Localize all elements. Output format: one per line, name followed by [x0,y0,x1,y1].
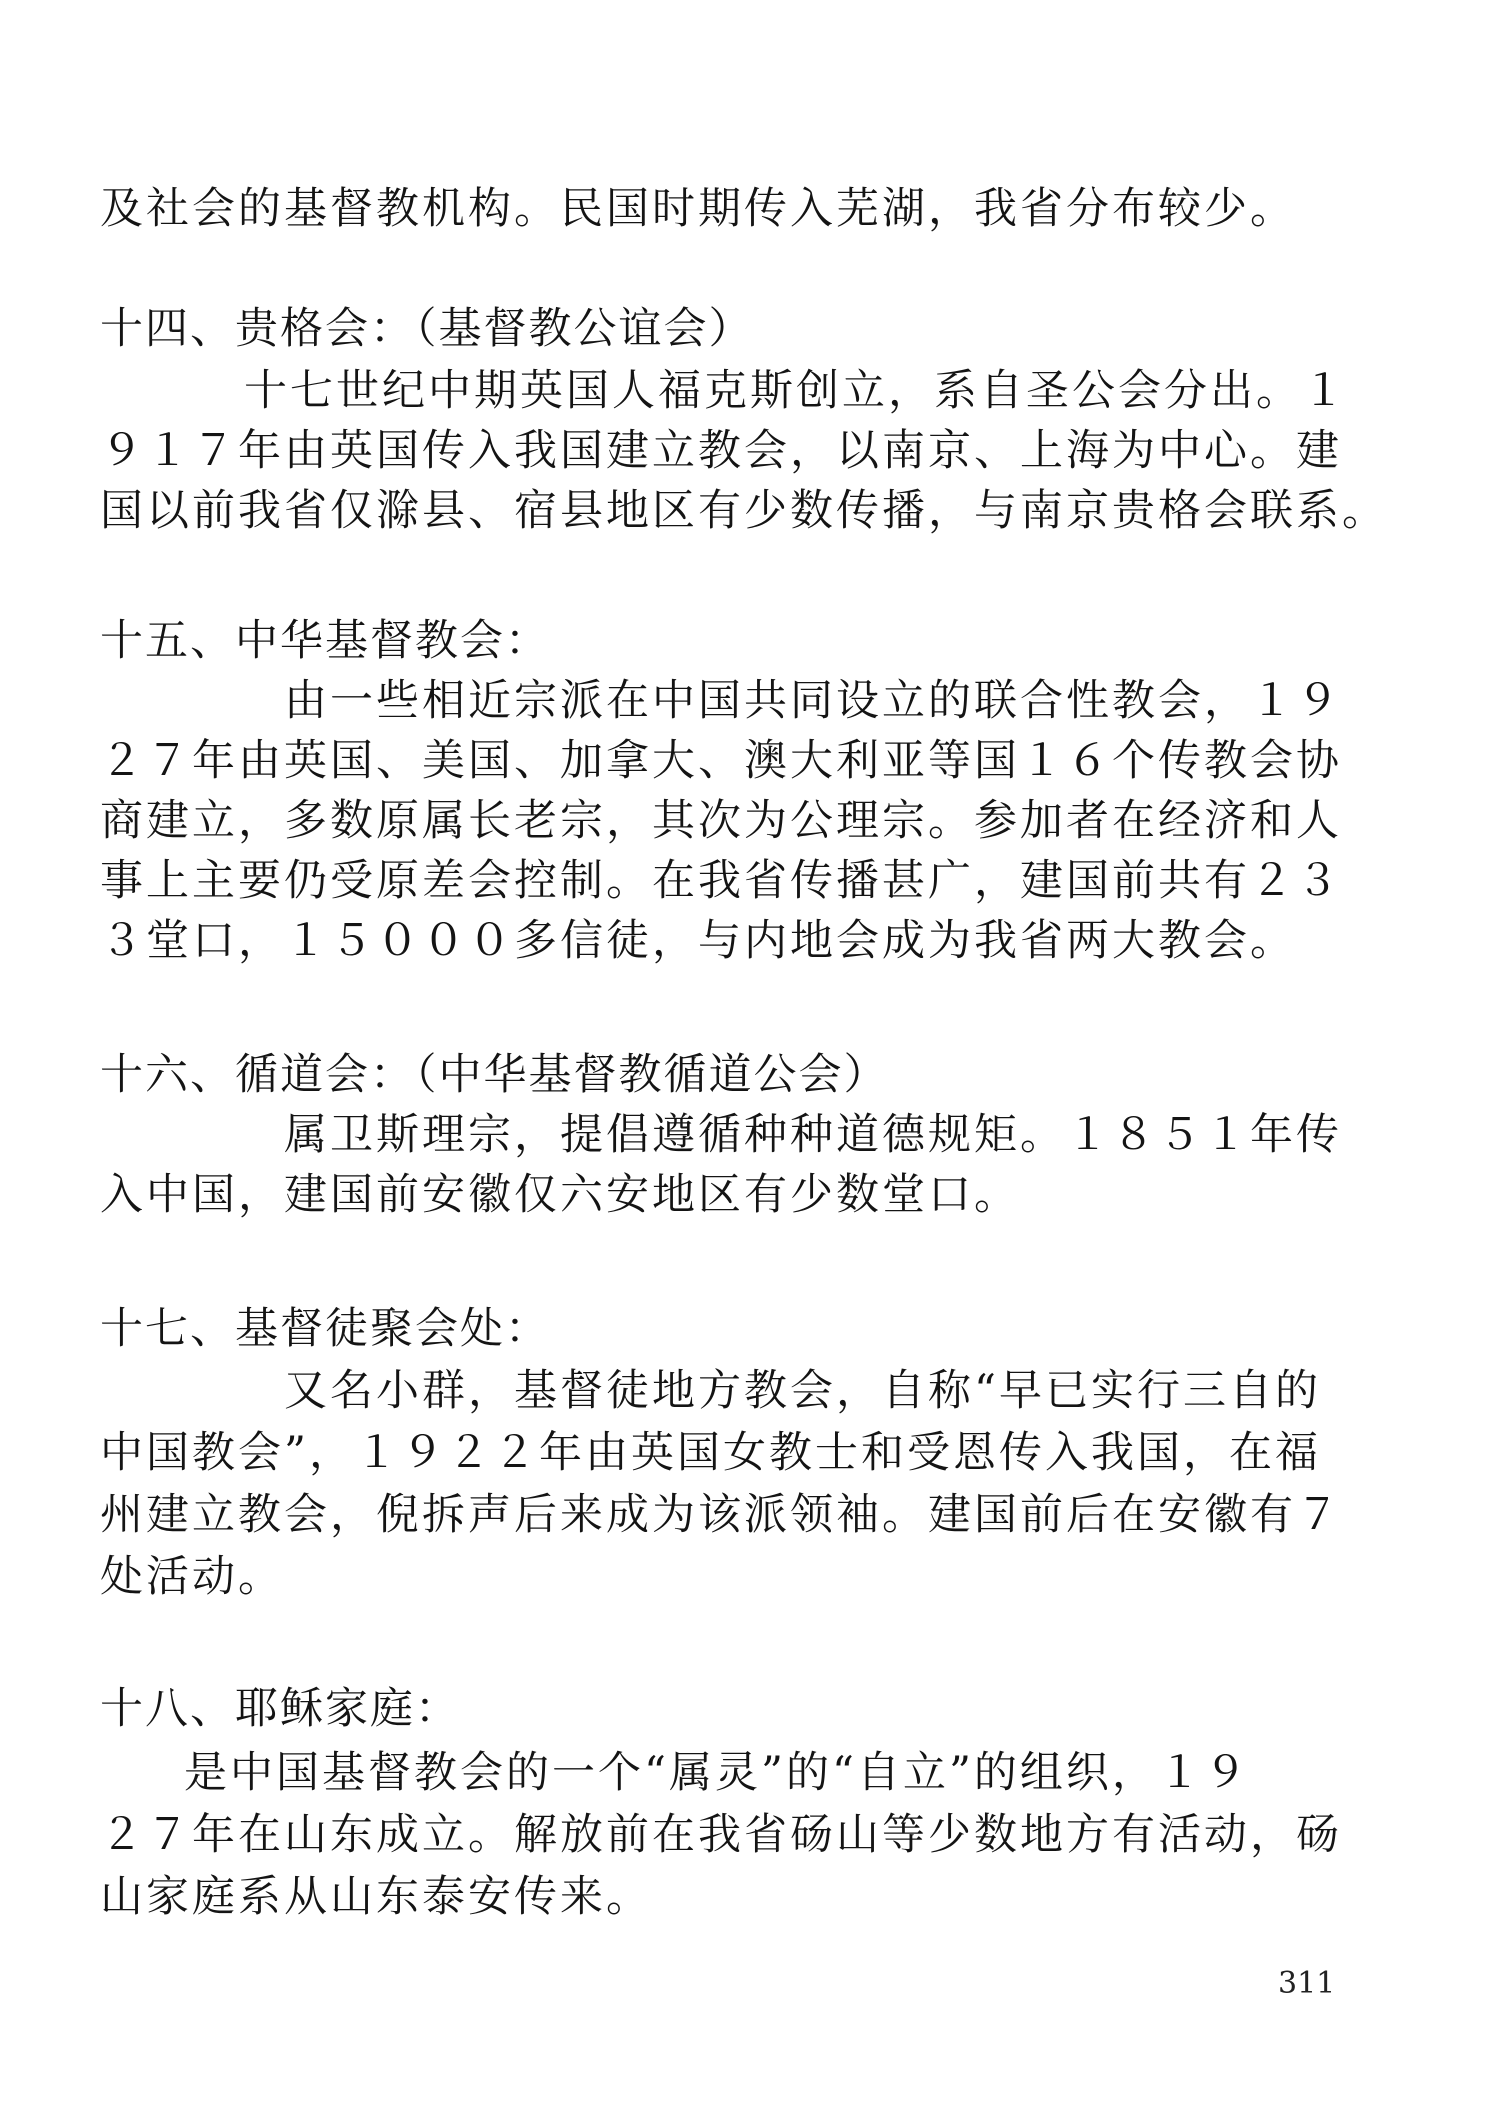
paragraph-line: ２７年在山东成立。解放前在我省砀山等少数地方有活动，砀 [100,1810,1342,1860]
paragraph-line: 事上主要仍受原差会控制。在我省传播甚广，建国前共有２３ [100,856,1342,906]
paragraph-line: 商建立，多数原属长老宗，其次为公理宗。参加者在经济和人 [100,796,1342,846]
paragraph-line: 处活动。 [100,1552,284,1602]
section-heading: 十四、贵格会：（基督教公谊会） [100,304,754,354]
section-heading: 十八、耶稣家庭： [100,1684,460,1734]
paragraph-line: 又名小群，基督徒地方教会，自称“早已实行三自的 [284,1366,1321,1416]
section-heading: 十五、中华基督教会： [100,616,550,666]
paragraph-line: 山家庭系从山东泰安传来。 [100,1872,652,1922]
paragraph-line: 州建立教会，倪拆声后来成为该派领袖。建国前后在安徽有７ [100,1490,1342,1540]
paragraph-line: ３堂口，１５０００多信徒，与内地会成为我省两大教会。 [100,916,1296,966]
paragraph-line: ２７年由英国、美国、加拿大、澳大利亚等国１６个传教会协 [100,736,1342,786]
section-heading: 十六、循道会：（中华基督教循道公会） [100,1050,889,1100]
paragraph-line: 中国教会”，１９２２年由英国女教士和受恩传入我国，在福 [100,1428,1321,1478]
paragraph-line: 由一些相近宗派在中国共同设立的联合性教会，１９ [284,676,1342,726]
paragraph-line: 属卫斯理宗，提倡遵循种种道德规矩。１８５１年传 [284,1110,1342,1160]
page-number: 311 [1278,1966,1336,2001]
section-heading: 十七、基督徒聚会处： [100,1304,550,1354]
paragraph-line: 入中国，建国前安徽仅六安地区有少数堂口。 [100,1170,1020,1220]
paragraph-line: 国以前我省仅滁县、宿县地区有少数传播，与南京贵格会联系。 [100,486,1388,536]
intro-line: 及社会的基督教机构。民国时期传入芜湖，我省分布较少。 [100,184,1296,234]
paragraph-line: 是中国基督教会的一个“属灵”的“自立”的组织，１９ [184,1748,1250,1798]
paragraph-line: 十七世纪中期英国人福克斯创立，系自圣公会分出。１ [244,366,1348,416]
paragraph-line: ９１７年由英国传入我国建立教会，以南京、上海为中心。建 [100,426,1342,476]
